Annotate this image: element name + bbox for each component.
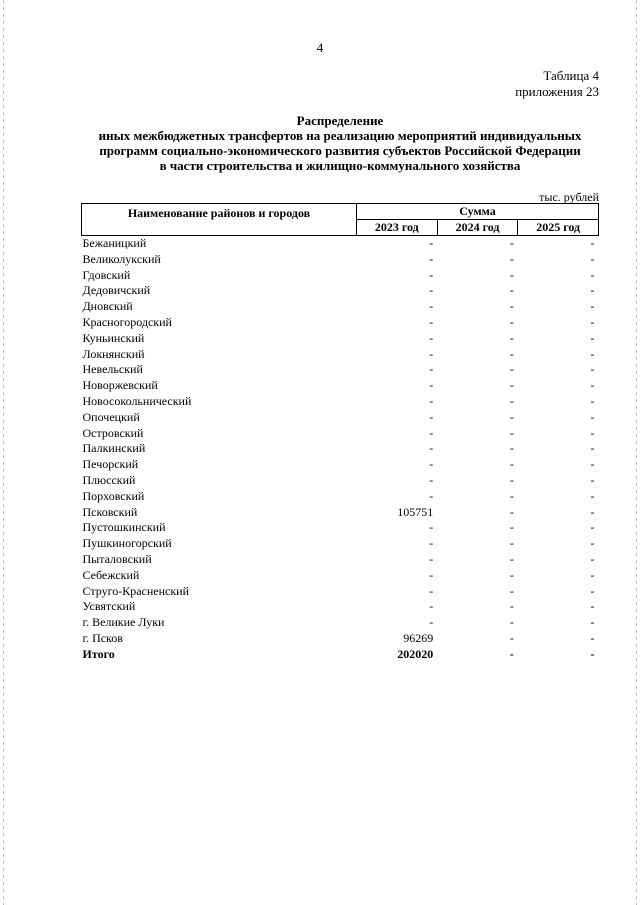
table-row	[82, 268, 599, 284]
amount-2024: -	[509, 488, 514, 503]
amount-2025: -	[590, 615, 595, 630]
title-line3: программ социально-экономического развития субъектов Российской Федерации	[99, 143, 581, 158]
amount-2024: -	[509, 283, 514, 298]
amount-2024: -	[509, 267, 514, 282]
amount-2023: -	[429, 457, 434, 472]
table-row	[82, 520, 599, 536]
table-row	[82, 315, 599, 331]
table-row	[82, 615, 599, 631]
amount-2025: -	[590, 599, 595, 614]
district-name: г. Великие Луки	[82, 615, 165, 630]
district-name: Пушкиногорский	[82, 536, 172, 551]
table-row	[82, 236, 599, 252]
amount-2023: -	[429, 299, 434, 314]
table-reference-line2: приложения 23	[515, 84, 599, 99]
amount-2023: -	[429, 583, 434, 598]
amount-2025: -	[590, 314, 595, 329]
amount-2025: -	[590, 425, 595, 440]
district-name: Итого	[82, 646, 115, 661]
amount-2025: -	[590, 330, 595, 345]
table-row	[82, 283, 599, 299]
amount-2025: -	[590, 378, 595, 393]
amount-2024: -	[509, 520, 514, 535]
amount-2025: -	[590, 583, 595, 598]
amount-2023: -	[429, 536, 434, 551]
amount-2024: -	[509, 567, 514, 582]
amount-2024: -	[509, 346, 514, 361]
amount-2025: -	[590, 646, 595, 661]
units-label: тыс. рублей	[539, 190, 599, 204]
table-row	[82, 252, 599, 268]
district-name: г. Псков	[82, 630, 123, 645]
amount-2024: -	[509, 615, 514, 630]
amount-2025: -	[590, 472, 595, 487]
amount-2024: -	[509, 583, 514, 598]
district-name: Дедовичский	[82, 283, 151, 298]
table-row	[82, 552, 599, 568]
district-name: Псковский	[82, 504, 138, 519]
amount-2025: -	[590, 409, 595, 424]
page-number: 4	[316, 40, 324, 55]
amount-2024: -	[509, 393, 514, 408]
amount-2025: -	[590, 346, 595, 361]
table-row	[82, 536, 599, 552]
amount-2025: -	[590, 267, 595, 282]
table-row	[82, 362, 599, 378]
table-row	[82, 331, 599, 347]
amount-2023: 96269	[403, 630, 434, 645]
amount-2025: -	[590, 299, 595, 314]
amount-2024: -	[509, 599, 514, 614]
amount-2025: -	[590, 283, 595, 298]
table-row	[82, 505, 599, 521]
header-sum: Сумма	[356, 204, 598, 220]
district-name: Дновский	[82, 299, 133, 314]
amount-2023: -	[429, 314, 434, 329]
amount-2025: -	[590, 251, 595, 266]
amount-2023: -	[429, 393, 434, 408]
table-row	[82, 473, 599, 489]
table-row	[82, 631, 599, 647]
table-row	[82, 599, 599, 615]
amount-2024: -	[509, 457, 514, 472]
district-name: Невельский	[82, 362, 143, 377]
header-name: Наименование районов и городов	[82, 204, 357, 236]
district-name: Струго-Красненский	[82, 583, 190, 598]
amount-2023: -	[429, 267, 434, 282]
amount-2024: -	[509, 630, 514, 645]
amount-2024: -	[509, 441, 514, 456]
amount-2024: -	[509, 236, 514, 250]
amount-2025: -	[590, 488, 595, 503]
table-row	[82, 347, 599, 363]
district-name: Себежский	[82, 567, 140, 582]
amount-2024: -	[509, 472, 514, 487]
header-year-2024: 2024 год	[437, 220, 518, 236]
district-name: Новоржевский	[82, 378, 158, 393]
district-name: Островский	[82, 425, 144, 440]
district-name: Опочецкий	[82, 409, 140, 424]
amount-2023: -	[429, 362, 434, 377]
amount-2024: -	[509, 299, 514, 314]
amount-2023: -	[429, 425, 434, 440]
district-name: Великолукский	[82, 251, 161, 266]
table-row	[82, 394, 599, 410]
amount-2024: -	[509, 378, 514, 393]
table-row	[82, 489, 599, 505]
amount-2024: -	[509, 409, 514, 424]
title-line2: иных межбюджетных трансфертов на реализацию мероприятий индивидуальных	[98, 128, 582, 143]
amount-2024: -	[509, 551, 514, 566]
amount-2023: -	[429, 409, 434, 424]
header-year-2023: 2023 год	[356, 220, 437, 236]
amount-2024: -	[509, 425, 514, 440]
district-name: Пустошкинский	[82, 520, 166, 535]
amount-2023: -	[429, 236, 434, 250]
amount-2023: -	[429, 567, 434, 582]
amount-2023: -	[429, 378, 434, 393]
district-name: Плюсский	[82, 472, 136, 487]
amount-2023: 105751	[397, 504, 434, 519]
amount-2023: -	[429, 488, 434, 503]
amount-2023: 202020	[397, 646, 434, 661]
table-row	[82, 299, 599, 315]
amount-2024: -	[509, 251, 514, 266]
table-row	[82, 426, 599, 442]
table-row	[82, 378, 599, 394]
amount-2023: -	[429, 615, 434, 630]
title-line4: в части строительства и жилищно-коммунального хозяйства	[159, 158, 521, 173]
table-row	[82, 568, 599, 584]
table-row	[82, 410, 599, 426]
amount-2024: -	[509, 646, 514, 661]
district-name: Палкинский	[82, 441, 146, 456]
district-name: Гдовский	[82, 267, 131, 282]
district-name: Новосокольнический	[82, 393, 192, 408]
amount-2025: -	[590, 536, 595, 551]
amount-2023: -	[429, 346, 434, 361]
amount-2025: -	[590, 457, 595, 472]
amount-2025: -	[590, 630, 595, 645]
amount-2023: -	[429, 599, 434, 614]
distribution-table	[81, 203, 599, 663]
document-title	[60, 113, 620, 173]
amount-2025: -	[590, 362, 595, 377]
amount-2025: -	[590, 551, 595, 566]
amount-2025: -	[590, 393, 595, 408]
amount-2023: -	[429, 520, 434, 535]
scan-edge-right	[636, 0, 637, 905]
amount-2024: -	[509, 504, 514, 519]
district-name: Усвятский	[82, 599, 136, 614]
amount-2023: -	[429, 472, 434, 487]
district-name: Локнянский	[82, 346, 145, 361]
district-name: Бежаницкий	[82, 236, 147, 250]
table-reference-line1: Таблица 4	[543, 68, 599, 83]
amount-2023: -	[429, 283, 434, 298]
district-name: Печорский	[82, 457, 139, 472]
table-row	[82, 441, 599, 457]
scan-edge-left	[3, 0, 4, 905]
title-line1: Распределение	[296, 113, 384, 128]
amount-2025: -	[590, 236, 595, 250]
table-reference	[515, 68, 599, 100]
table-row	[82, 584, 599, 600]
amount-2025: -	[590, 520, 595, 535]
district-name: Пыталовский	[82, 551, 152, 566]
amount-2023: -	[429, 330, 434, 345]
amount-2025: -	[590, 441, 595, 456]
amount-2024: -	[509, 314, 514, 329]
district-name: Красногородский	[82, 314, 172, 329]
amount-2024: -	[509, 362, 514, 377]
amount-2023: -	[429, 441, 434, 456]
amount-2025: -	[590, 567, 595, 582]
amount-2024: -	[509, 536, 514, 551]
total-row	[82, 647, 599, 663]
amount-2025: -	[590, 504, 595, 519]
district-name: Куньинский	[82, 330, 145, 345]
table-body	[82, 236, 599, 663]
amount-2024: -	[509, 330, 514, 345]
table-row	[82, 457, 599, 473]
amount-2023: -	[429, 251, 434, 266]
amount-2023: -	[429, 551, 434, 566]
district-name: Порховский	[82, 488, 145, 503]
header-year-2025: 2025 год	[518, 220, 599, 236]
